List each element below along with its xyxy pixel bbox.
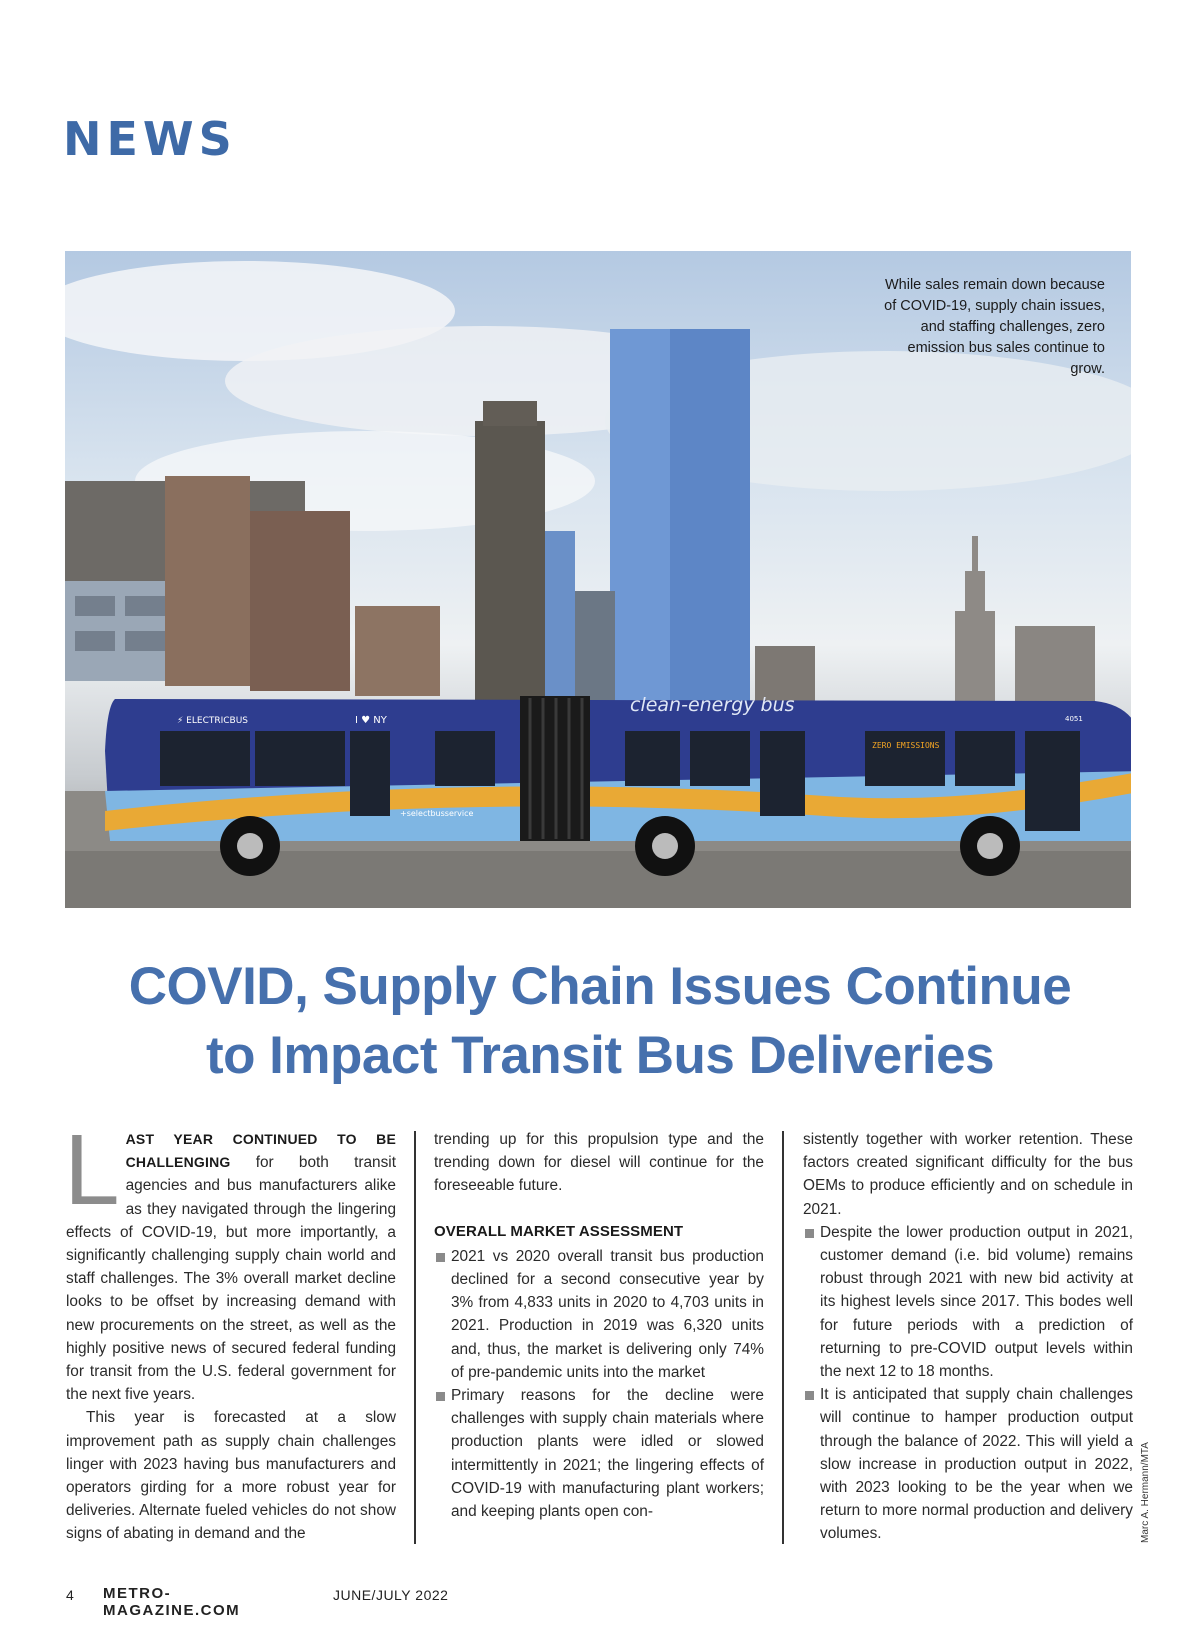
article-column-1: [64, 1114, 396, 1546]
page-number: 4: [66, 1587, 74, 1603]
bus-zero-text: ZERO EMISSIONS: [872, 741, 940, 750]
issue-date: JUNE/JULY 2022: [333, 1587, 449, 1603]
list-item: Despite the lower production output in 2021, customer demand (i.e. bid volume) remains robust through 2021 with new bid activity at its highest levels since 2017. This bodes well for future periods with a prediction of returning to pre-COVID output levels within the next 12 to 18 months.: [803, 1221, 1133, 1383]
list-item-continued: sistently together with worker retention. These factors created significant difficulty for the bus OEMs to produce efficiently and on schedule in 2021.: [803, 1131, 1133, 1218]
photo-caption: While sales remain down because of COVID-19, supply chain issues, and staffing challenges, zero emission bus sales continue to grow.: [884, 277, 1105, 377]
bullet-square-icon: [805, 1229, 814, 1238]
article-headline: COVID, Supply Chain Issues Continue to Impact Transit Bus Deliveries: [128, 957, 1072, 1085]
bus-number-text: 4051: [1065, 715, 1083, 723]
bus-roof-text: clean-energy bus: [630, 694, 795, 716]
article-column-3: [803, 1128, 1133, 1546]
list-item: It is anticipated that supply chain challenges will continue to hamper production output through the balance of 2022. This will yield a slow increase in production output in 2022, with 2023 looking to be the year when we return to more normal production and delivery volumes.: [803, 1383, 1133, 1545]
article-paragraph: This year is forecasted at a slow improvement path as supply chain challenges linger with 2023 having bus manufacturers and operators girding for a more robust year for deliveries. Alternate fueled vehicles do not show signs of abating in demand and the: [66, 1409, 396, 1543]
article-paragraph: [64, 1114, 396, 1406]
lead-in: AST YEAR CONTINUED TO BE CHALLENGING: [125, 1131, 396, 1171]
photo-credit: Marc A. Hermann/MTA: [1140, 1442, 1151, 1543]
list-item: Primary reasons for the decline were challenges with supply chain materials where production plants were idled or slowed intermittently in 2021; the lingering effects of COVID-19 with manufacturing plant workers; and keeping plants open con-: [434, 1384, 764, 1523]
column-divider: [782, 1131, 784, 1544]
article-paragraph: trending up for this propulsion type and the trending down for diesel will continue for the foreseeable future.: [434, 1131, 764, 1195]
article-column-2: [434, 1128, 764, 1523]
bullet-list: [803, 1128, 1133, 1546]
section-subhead: OVERALL MARKET ASSESSMENT: [434, 1222, 684, 1240]
bus-electric-text: ⚡ ELECTRICBUS: [177, 716, 249, 726]
bus-iloveny-text: I ♥ NY: [355, 715, 387, 726]
bullet-square-icon: [436, 1253, 445, 1262]
bullet-square-icon: [805, 1391, 814, 1400]
paragraph-text: for both transit agencies and bus manufacturers alike as they navigated through the lingering effects of COVID-19, but more importantly, a significantly challenging supply chain world and staff challenges. The 3% overall market decline looks to be offset by increasing demand with new procurements on the street, as well as the highly positive news of secured federal funding for transit from the U.S. federal government for the next five years.: [66, 1154, 396, 1404]
bullet-square-icon: [436, 1392, 445, 1401]
bullet-list: [434, 1245, 764, 1523]
site-link[interactable]: METRO-MAGAZINE.COM: [103, 1585, 241, 1619]
list-item: 2021 vs 2020 overall transit bus production declined for a second consecutive year by 3% from 4,833 units in 2020 to 4,703 units in 2021. Production in 2019 was 6,320 units and, thus, the market is delivering only 74% of pre-pandemic units into the market: [434, 1245, 764, 1384]
section-title: NEWS: [63, 112, 237, 166]
lead-photo: [65, 251, 1131, 908]
bus-sbs-text: +selectbusservice: [400, 809, 474, 818]
drop-cap: L: [64, 1114, 120, 1226]
column-divider: [414, 1131, 416, 1544]
